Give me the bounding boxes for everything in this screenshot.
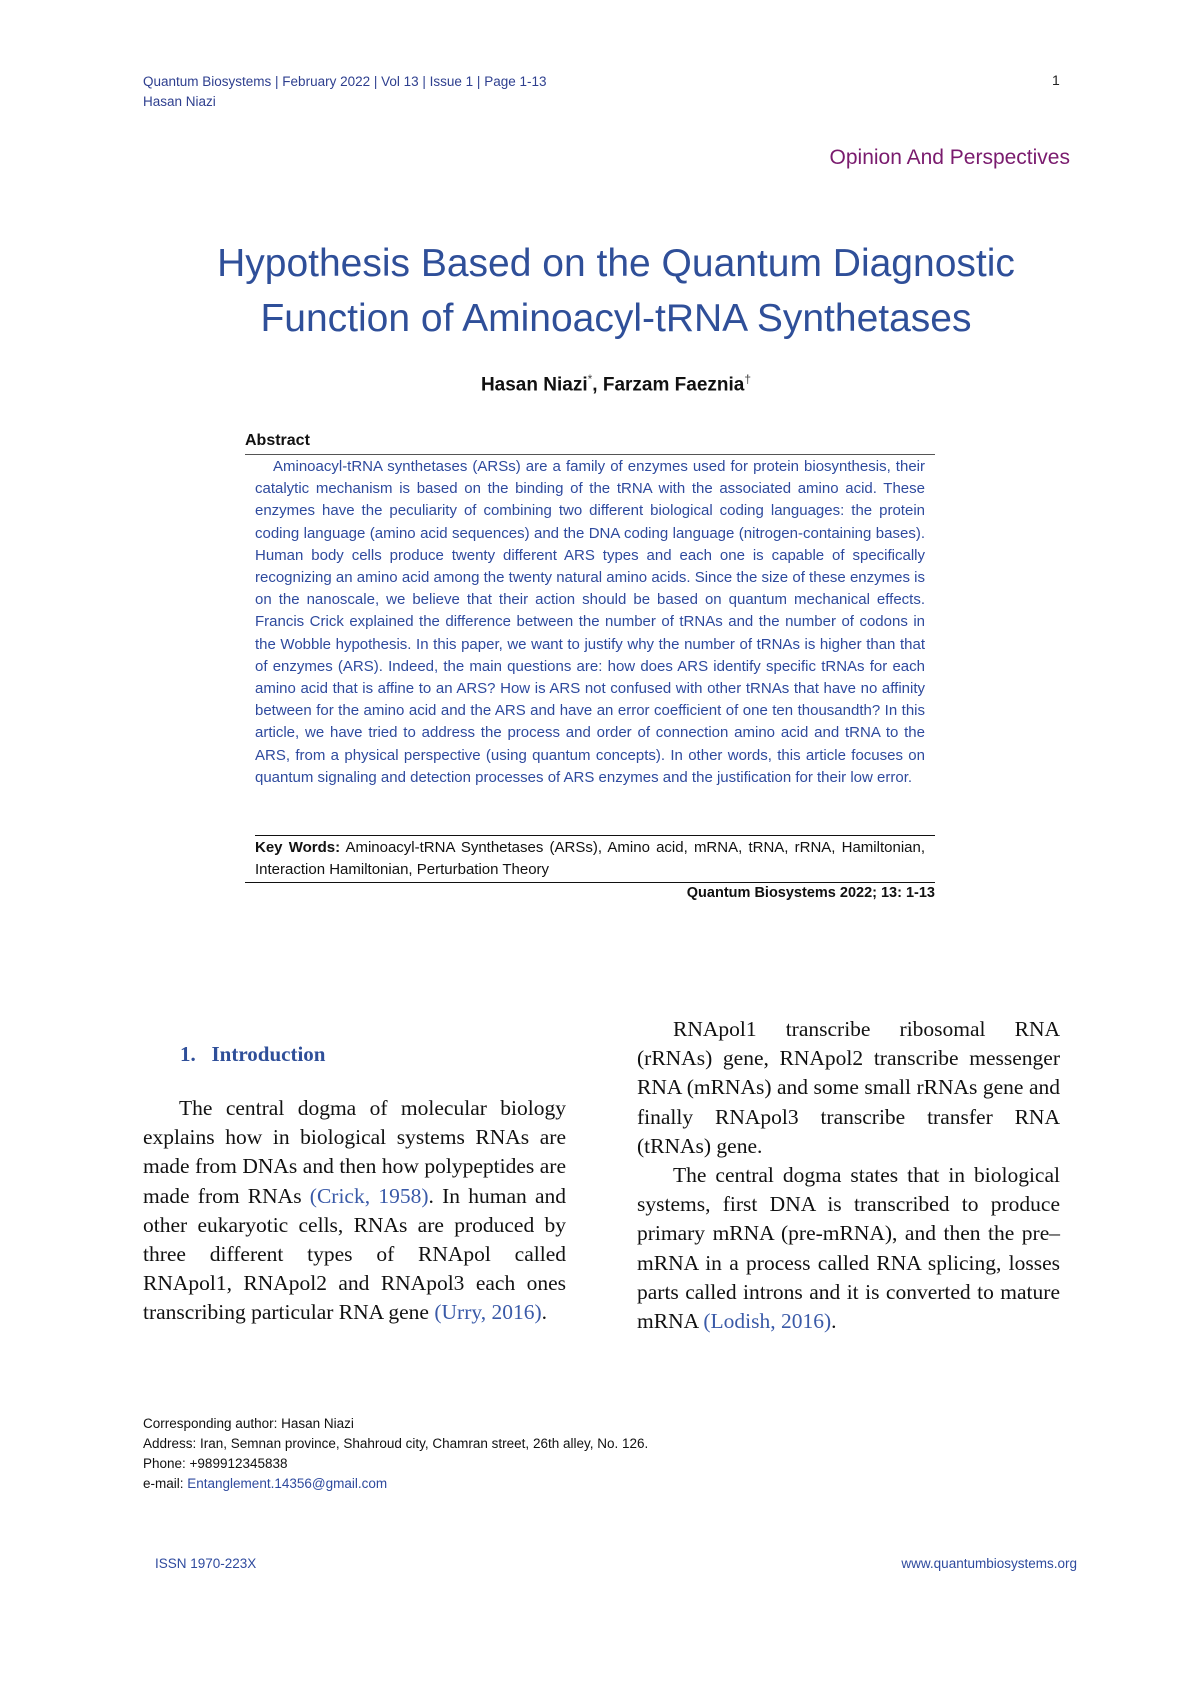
corresponding-author: Corresponding author: Hasan Niazi bbox=[143, 1416, 354, 1431]
citation-link-crick[interactable]: (Crick, 1958) bbox=[309, 1183, 429, 1208]
citation-link-urry[interactable]: (Urry, 2016) bbox=[434, 1300, 542, 1325]
keywords-divider-top bbox=[255, 835, 935, 836]
paragraph-text: The central dogma of molecular biology explains how in biological systems RNAs are made from DNAs and then how polypeptides are made from RNAs bbox=[143, 1096, 566, 1208]
author-1-mark: * bbox=[587, 372, 593, 386]
paragraph-text: . bbox=[541, 1300, 548, 1325]
author-list bbox=[120, 372, 1112, 396]
abstract-label: Abstract bbox=[245, 432, 310, 449]
author-2-mark: † bbox=[744, 372, 752, 386]
intro-paragraph-2: RNApol1 transcribe ribosomal RNA (rRNAs) gene, RNApol2 transcribe messenger RNA (mRNAs) and some small rRNAs gene and finally RNApol3 transcribe transfer RNA (tRNAs) gene. bbox=[637, 1017, 1060, 1158]
author-2: Farzam Faeznia bbox=[602, 374, 745, 396]
corresponding-address: Address: Iran, Semnan province, Shahroud city, Chamran street, 26th alley, No. 126. bbox=[143, 1436, 649, 1451]
author-separator: , bbox=[592, 374, 603, 396]
title-line-2: Function of Aminoacyl-tRNA Synthetases bbox=[260, 297, 972, 340]
running-header bbox=[143, 72, 547, 112]
abstract-text: Aminoacyl-tRNA synthetases (ARSs) are a family of enzymes used for protein biosynthesis, their catalytic mechanism is based on the binding of the tRNA with the associated amino acid. These enzymes have the peculiarity of combining two different biological coding languages: the protein coding language (amino acid sequences) and the DNA coding language (nitrogen-containing bases). Human body cells produce twenty different ARS types and each one is capable of specifically recognizing an amino acid among the twenty natural amino acids. Since the size of these enzymes is on the nanoscale, we believe that their action should be based on quantum mechanical effects. Francis Crick explained the difference between the number of tRNAs and the number of codons in the Wobble hypothesis. In this paper, we want to justify why the number of tRNAs is higher than that of enzymes (ARS). Indeed, the main questions are: how does ARS identify specific tRNAs for each amino acid that is affine to an ARS? How is ARS not confused with other tRNAs that have no affinity between for the amino acid and the ARS and have an error coefficient of one ten thousandth? In this article, we have tried to address the process and order of connection amino acid and tRNA to the ARS, from a physical perspective (using quantum concepts). In other words, this article focuses on quantum signaling and detection processes of ARS enzymes and the justification for their low error. bbox=[255, 458, 925, 786]
intro-paragraph-1 bbox=[143, 1094, 566, 1328]
paragraph-text: . In human and other eukaryotic cells, RNAs are produced by three different types of RNApol called RNApol1, RNApol2 and RNApol3 each ones transcribing particular RNA gene bbox=[143, 1183, 566, 1325]
email-label: e-mail: bbox=[143, 1476, 188, 1491]
journal-info: Quantum Biosystems | February 2022 | Vol 13 | Issue 1 | Page 1-13 bbox=[143, 74, 547, 89]
keywords-text: Aminoacyl-tRNA Synthetases (ARSs), Amino acid, mRNA, tRNA, rRNA, Hamiltonian, Interaction Hamiltonian, Perturbation Theory bbox=[255, 839, 926, 878]
keywords-divider-bottom bbox=[245, 882, 935, 883]
journal-citation: Quantum Biosystems 2022; 13: 1-13 bbox=[686, 885, 935, 901]
keywords-label: Key Words: bbox=[255, 839, 341, 856]
paragraph-text: . bbox=[831, 1309, 837, 1334]
footer-website-link[interactable]: www.quantumbiosystems.org bbox=[901, 1556, 1077, 1571]
citation-link-lodish[interactable]: (Lodish, 2016) bbox=[703, 1309, 832, 1334]
title-line-1: Hypothesis Based on the Quantum Diagnostic bbox=[217, 242, 1015, 285]
corresponding-phone: Phone: +989912345838 bbox=[143, 1456, 288, 1471]
page-number: 1 bbox=[1052, 72, 1060, 88]
right-column bbox=[637, 1015, 1060, 1336]
corresponding-author-block bbox=[143, 1414, 648, 1494]
abstract-divider bbox=[245, 454, 935, 455]
left-column bbox=[143, 1094, 566, 1328]
article-category: Opinion And Perspectives bbox=[829, 146, 1070, 169]
intro-paragraph-3 bbox=[637, 1161, 1060, 1336]
paragraph-text: The central dogma states that in biological systems, first DNA is transcribed to produce primary mRNA (pre-mRNA), and then the pre–mRNA in a process called RNA splicing, losses parts called introns and it is converted to mature mRNA bbox=[637, 1163, 1060, 1334]
corresponding-email-line bbox=[143, 1474, 648, 1494]
footer-issn: ISSN 1970-223X bbox=[155, 1556, 257, 1571]
section-heading-introduction: 1. Introduction bbox=[180, 1042, 326, 1066]
email-link[interactable]: Entanglement.14356@gmail.com bbox=[187, 1476, 388, 1491]
header-author: Hasan Niazi bbox=[143, 94, 216, 109]
paper-title bbox=[120, 236, 1112, 346]
author-1: Hasan Niazi bbox=[480, 374, 588, 396]
keywords bbox=[255, 837, 925, 881]
